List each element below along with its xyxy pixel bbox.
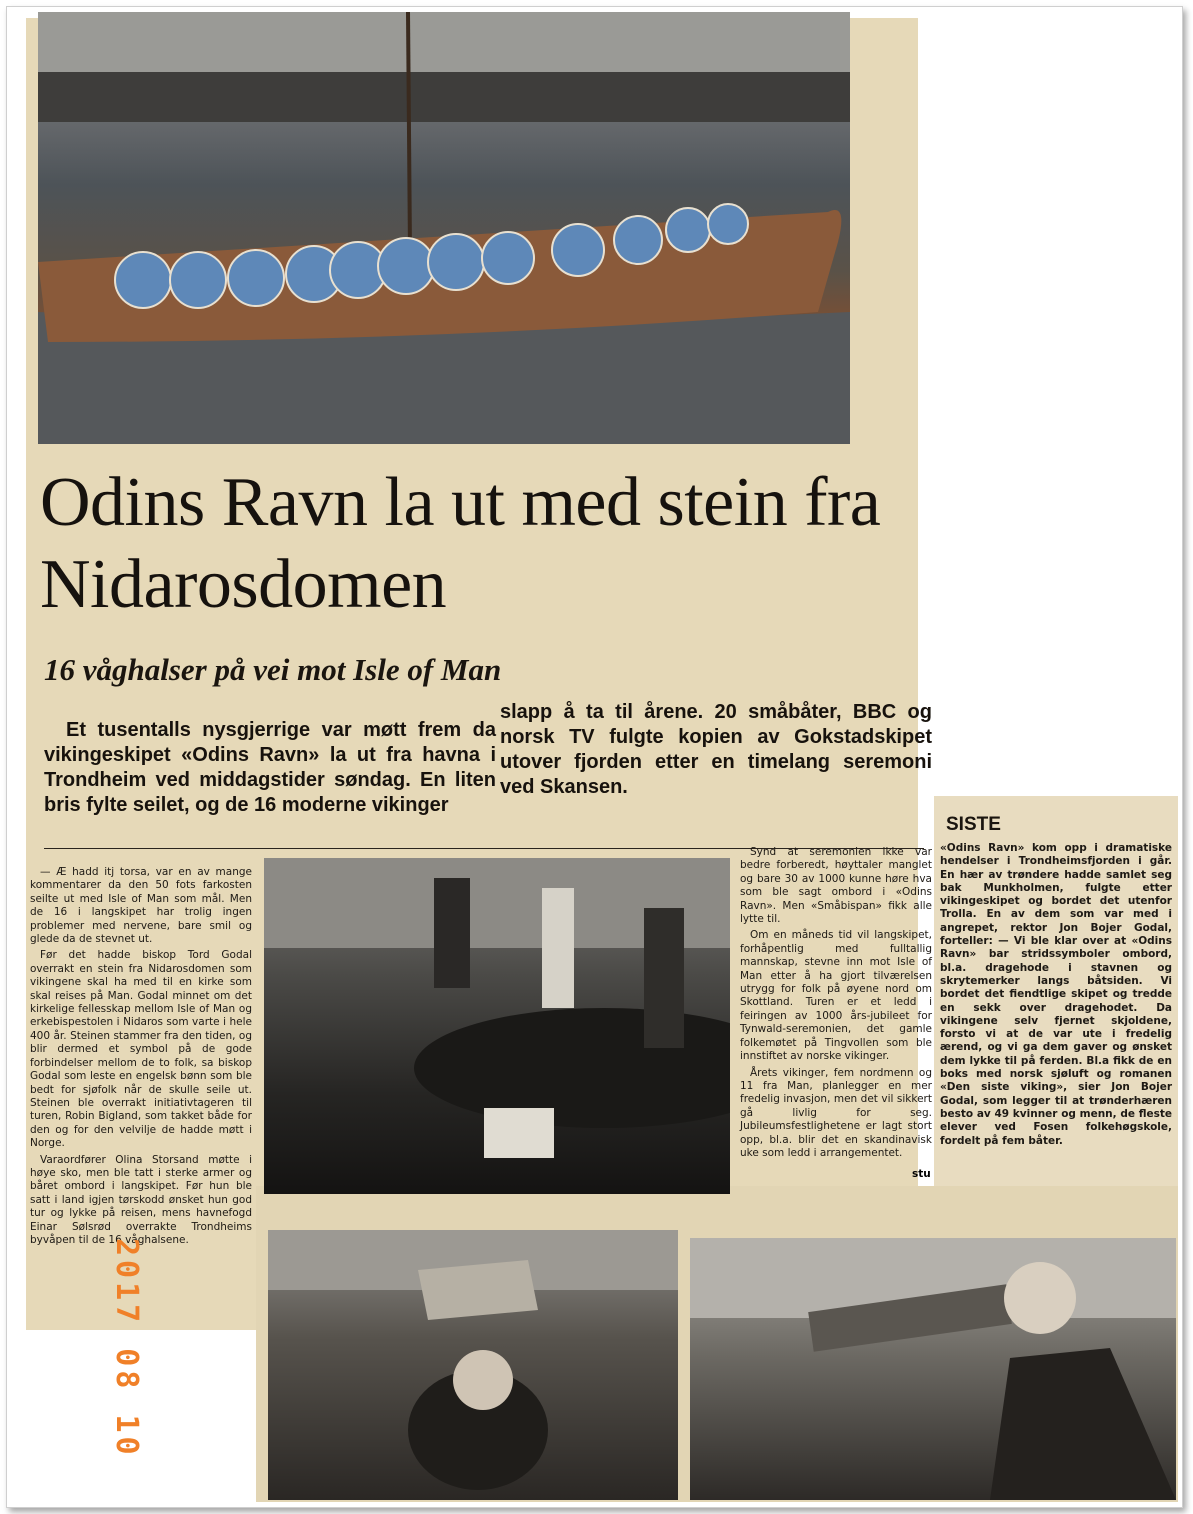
paragraph: Før det hadde biskop Tord Godal overrakt en stein fra Nidarosdomen som vikingene skal ha med til en kirke som skal reises på Man. Godal minnet om det kirkelige fellesskap mellom Isle of Man og erkebispestolen i Nidaros som varte i hele 400 år. Steinen stammer fra den tiden, og blir dermed et symbol på de gode forbindelser mellom de to folk, sa biskop Godal som leste en engelsk bønn som ble bedt for sjøfolk når de skulle seile ut. Steinen ble overrakt initiativtageren til turen, Robin Bigland, som takket både for den og for den velvilje de hadde møtt i Norge. bbox=[30, 949, 252, 1150]
lead-paragraph-right: slapp å ta til årene. 20 småbåter, BBC og norsk TV fulgte kopien av Gokstadskipet utover fjorden etter en timelang seremoni ved Skansen. bbox=[500, 701, 932, 798]
column-right bbox=[740, 846, 932, 1163]
siste-heading: SISTE bbox=[946, 814, 1001, 835]
headline: Odins Ravn la ut med stein fra Nidarosdomen bbox=[40, 464, 881, 623]
ship-illustration bbox=[38, 12, 850, 444]
photo-date-stamp: 2017 08 10 bbox=[109, 1238, 144, 1459]
subheadline: 16 våghalser på vei mot Isle of Man bbox=[44, 652, 502, 687]
viking-ship-photo bbox=[38, 12, 850, 444]
paragraph: — Æ hadd itj torsa, var en av mange kommentarer da den 50 fots farkosten seilte ut med Isle of Man som mål. Men de 16 i langskipet har trolig ingen problemer med nervene, bare smil og glede da de stevnet ut. bbox=[30, 866, 252, 946]
siste-text: «Odins Ravn» kom opp i dramatiske hendelser i Trondheimsfjorden i går. En hær av trøndere hadde samlet seg bak Munkholmen, fulgte etter vikingeskipet og bordet det utenfor Trolla. En av dem som var med i angrepet, rektor Jon Bojer Godal, forteller: — Vi ble klar over at «Odins Ravn» bar stridssymboler ombord, bl.a. dragehode i stavnen og skrytemerker langs båtsiden. Vi bordet det fiendtlige skipet og tredde en sekk over dragehodet. Da vikingene selv fjernet skjoldene, forsto vi at de var ute i fredelig ærend, og vi ga dem gaver og ønsket dem lykke til på ferden. Bl.a fikk de en boks med norsk sjøluft og romanen «Den siste viking», sier Jon Bojer Godal, som legger til at trønderhæren besto av 49 kvinner og menn, de fleste elever ved Fosen folkehøgskole, fordelt på fem båter. bbox=[940, 842, 1172, 1147]
paragraph: Synd at seremonien ikke var bedre forberedt, høyttaler manglet og bare 30 av 1000 kunne høre hva som ble sagt ombord i «Odins Ravn». Men «Småbispan» fikk alle lytte til. bbox=[740, 846, 932, 926]
paragraph: Om en måneds tid vil langskipet, forhåpentlig med fulltallig mannskap, stevne inn mot Isle of Man etter å ha gjort tilværelsen utrygg for folk på øyene nord om Skottland. Turen er et ledd i feiringen av 1000 års-jubileet for Tynwald-seremonien, det gamle folkemøtet på Tingvollen som ble innstiftet av norske vikinger. bbox=[740, 929, 932, 1063]
paragraph: Årets vikinger, fem nordmenn og 11 fra Man, planlegger en mer fredelig invasjon, men det vil sikkert gå livlig for seg. Jubileumsfestlighetene er lagt stort opp, bl.a. blir det en skandinavisk uke som ledd i arrangementet. bbox=[740, 1066, 932, 1159]
crowd-illustration bbox=[264, 858, 730, 1194]
paragraph: Varaordfører Olina Storsand møtte i høye sko, men ble tatt i sterke armer og båret ombord i langskipet. Før hun ble satt i land igjen tørskodd ønsket hun god tur og lykke på reisen, mens havnefogd Einar Sølsrød overrakte Trondheims byvåpen til de 16 våghalsene. bbox=[30, 1153, 252, 1246]
lead-paragraph-left: Et tusentalls nysgjerrige var møtt frem da vikingeskipet «Odins Ravn» la ut fra havna i Trondheim ved middagstider søndag. En liten bris fylte seilet, og de 16 moderne vikinger bbox=[44, 719, 496, 816]
column-left bbox=[30, 866, 252, 1250]
author-signature: stu bbox=[912, 1168, 931, 1180]
bishop-illustration bbox=[690, 1238, 1176, 1500]
bishop-photo bbox=[690, 1238, 1176, 1500]
ceremony-photo bbox=[264, 858, 730, 1194]
stone-illustration bbox=[268, 1230, 678, 1500]
stone-photo bbox=[268, 1230, 678, 1500]
